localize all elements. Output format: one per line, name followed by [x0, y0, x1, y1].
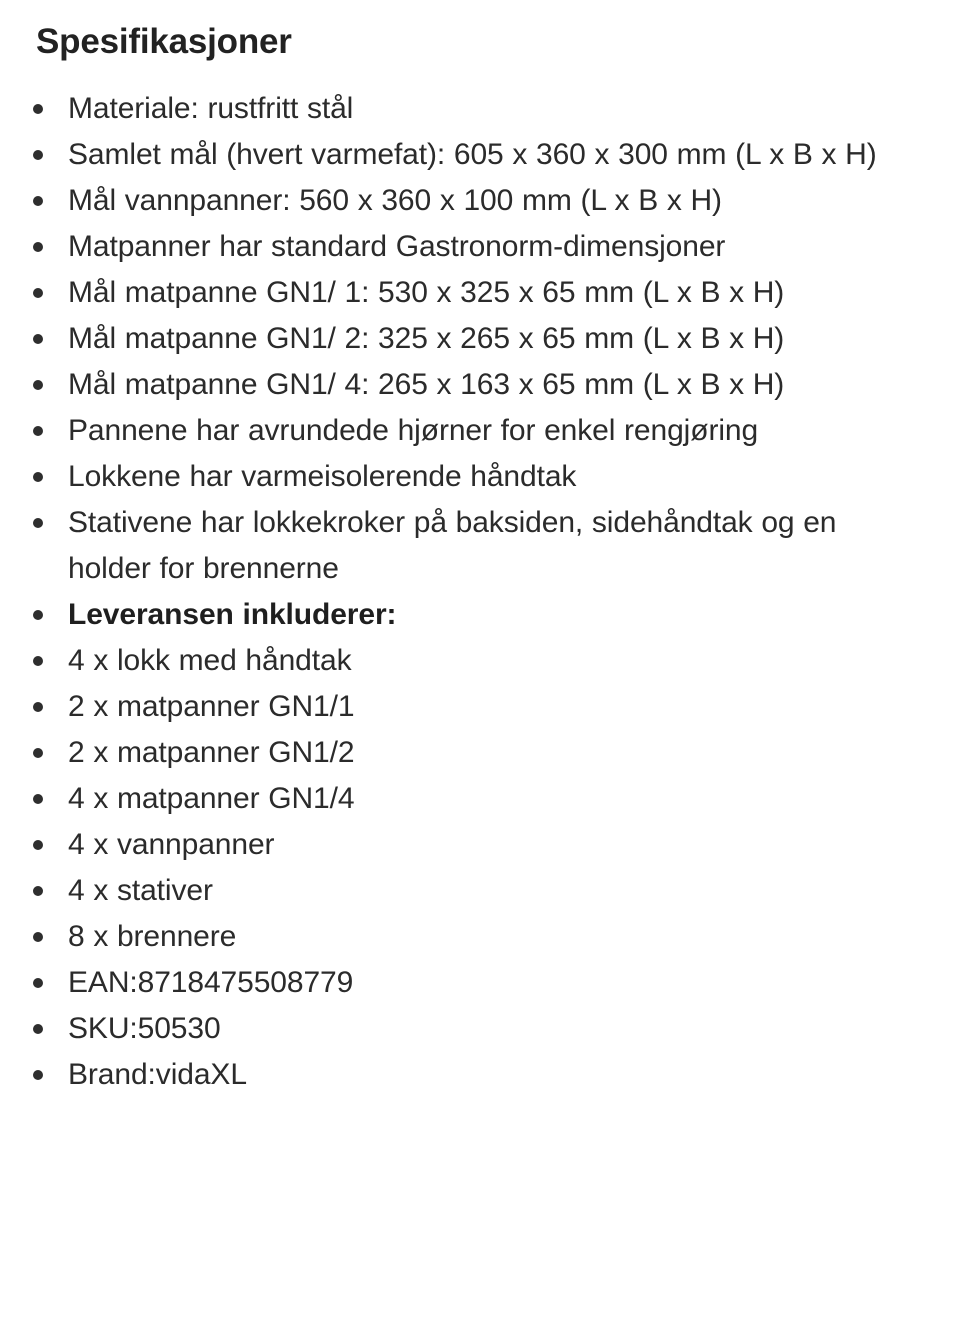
bullet-dot-icon	[33, 380, 43, 390]
list-item	[0, 316, 960, 362]
list-item-label: Mål matpanne GN1/ 1: 530 x 325 x 65 mm (L x B x H)	[68, 276, 785, 309]
bullet-dot-icon	[33, 702, 43, 712]
list-item-label: Brand:vidaXL	[68, 1058, 247, 1091]
bullet-dot-icon	[33, 242, 43, 252]
bullet-dot-icon	[33, 288, 43, 298]
list-item-label: EAN:8718475508779	[68, 966, 354, 999]
list-item	[0, 224, 960, 270]
bullet-dot-icon	[33, 840, 43, 850]
list-item	[0, 684, 960, 730]
list-item-label: 4 x vannpanner	[68, 828, 275, 861]
list-item-label: Samlet mål (hvert varmefat): 605 x 360 x 300 mm (L x B x H)	[68, 138, 877, 171]
list-item	[0, 500, 960, 592]
list-item	[0, 1052, 960, 1098]
list-item	[0, 86, 960, 132]
list-item	[0, 776, 960, 822]
bullet-dot-icon	[33, 610, 43, 620]
list-item-label: 2 x matpanner GN1/1	[68, 690, 355, 723]
bullet-dot-icon	[33, 656, 43, 666]
bullet-dot-icon	[33, 1070, 43, 1080]
list-item-label: 2 x matpanner GN1/2	[68, 736, 355, 769]
list-item-label: Mål matpanne GN1/ 4: 265 x 163 x 65 mm (L x B x H)	[68, 368, 785, 401]
list-item-label: Materiale: rustfritt stål	[68, 92, 354, 125]
page-title: Spesifikasjoner	[36, 22, 292, 61]
bullet-dot-icon	[33, 518, 43, 528]
list-item-label: Mål matpanne GN1/ 2: 325 x 265 x 65 mm (L x B x H)	[68, 322, 785, 355]
bullet-dot-icon	[33, 150, 43, 160]
list-item	[0, 408, 960, 454]
bullet-dot-icon	[33, 334, 43, 344]
list-item	[0, 868, 960, 914]
list-item-label: Leveransen inkluderer:	[68, 598, 397, 631]
list-item	[0, 362, 960, 408]
bullet-dot-icon	[33, 978, 43, 988]
bullet-dot-icon	[33, 196, 43, 206]
list-item	[0, 730, 960, 776]
list-item-label: Stativene har lokkekroker på baksiden, sidehåndtak og en holder for brennerne	[68, 506, 837, 585]
list-item	[0, 638, 960, 684]
bullet-dot-icon	[33, 794, 43, 804]
bullet-dot-icon	[33, 932, 43, 942]
bullet-dot-icon	[33, 472, 43, 482]
bullet-dot-icon	[33, 748, 43, 758]
list-item-label: Matpanner har standard Gastronorm-dimensjoner	[68, 230, 726, 263]
bullet-dot-icon	[33, 104, 43, 114]
list-item-label: Pannene har avrundede hjørner for enkel rengjøring	[68, 414, 759, 447]
list-item-label: 4 x stativer	[68, 874, 213, 907]
bullet-dot-icon	[33, 1024, 43, 1034]
list-item	[0, 914, 960, 960]
specification-list	[0, 86, 960, 1098]
list-item-label: Mål vannpanner: 560 x 360 x 100 mm (L x B x H)	[68, 184, 722, 217]
list-item	[0, 822, 960, 868]
list-item-label: Lokkene har varmeisolerende håndtak	[68, 460, 577, 493]
list-item	[0, 454, 960, 500]
list-item	[0, 592, 960, 638]
list-item-label: 4 x lokk med håndtak	[68, 644, 352, 677]
list-item-label: 8 x brennere	[68, 920, 237, 953]
list-item	[0, 960, 960, 1006]
list-item	[0, 270, 960, 316]
list-item-label: 4 x matpanner GN1/4	[68, 782, 355, 815]
list-item	[0, 178, 960, 224]
list-item-label: SKU:50530	[68, 1012, 221, 1045]
list-item	[0, 1006, 960, 1052]
list-item	[0, 132, 960, 178]
bullet-dot-icon	[33, 886, 43, 896]
bullet-dot-icon	[33, 426, 43, 436]
